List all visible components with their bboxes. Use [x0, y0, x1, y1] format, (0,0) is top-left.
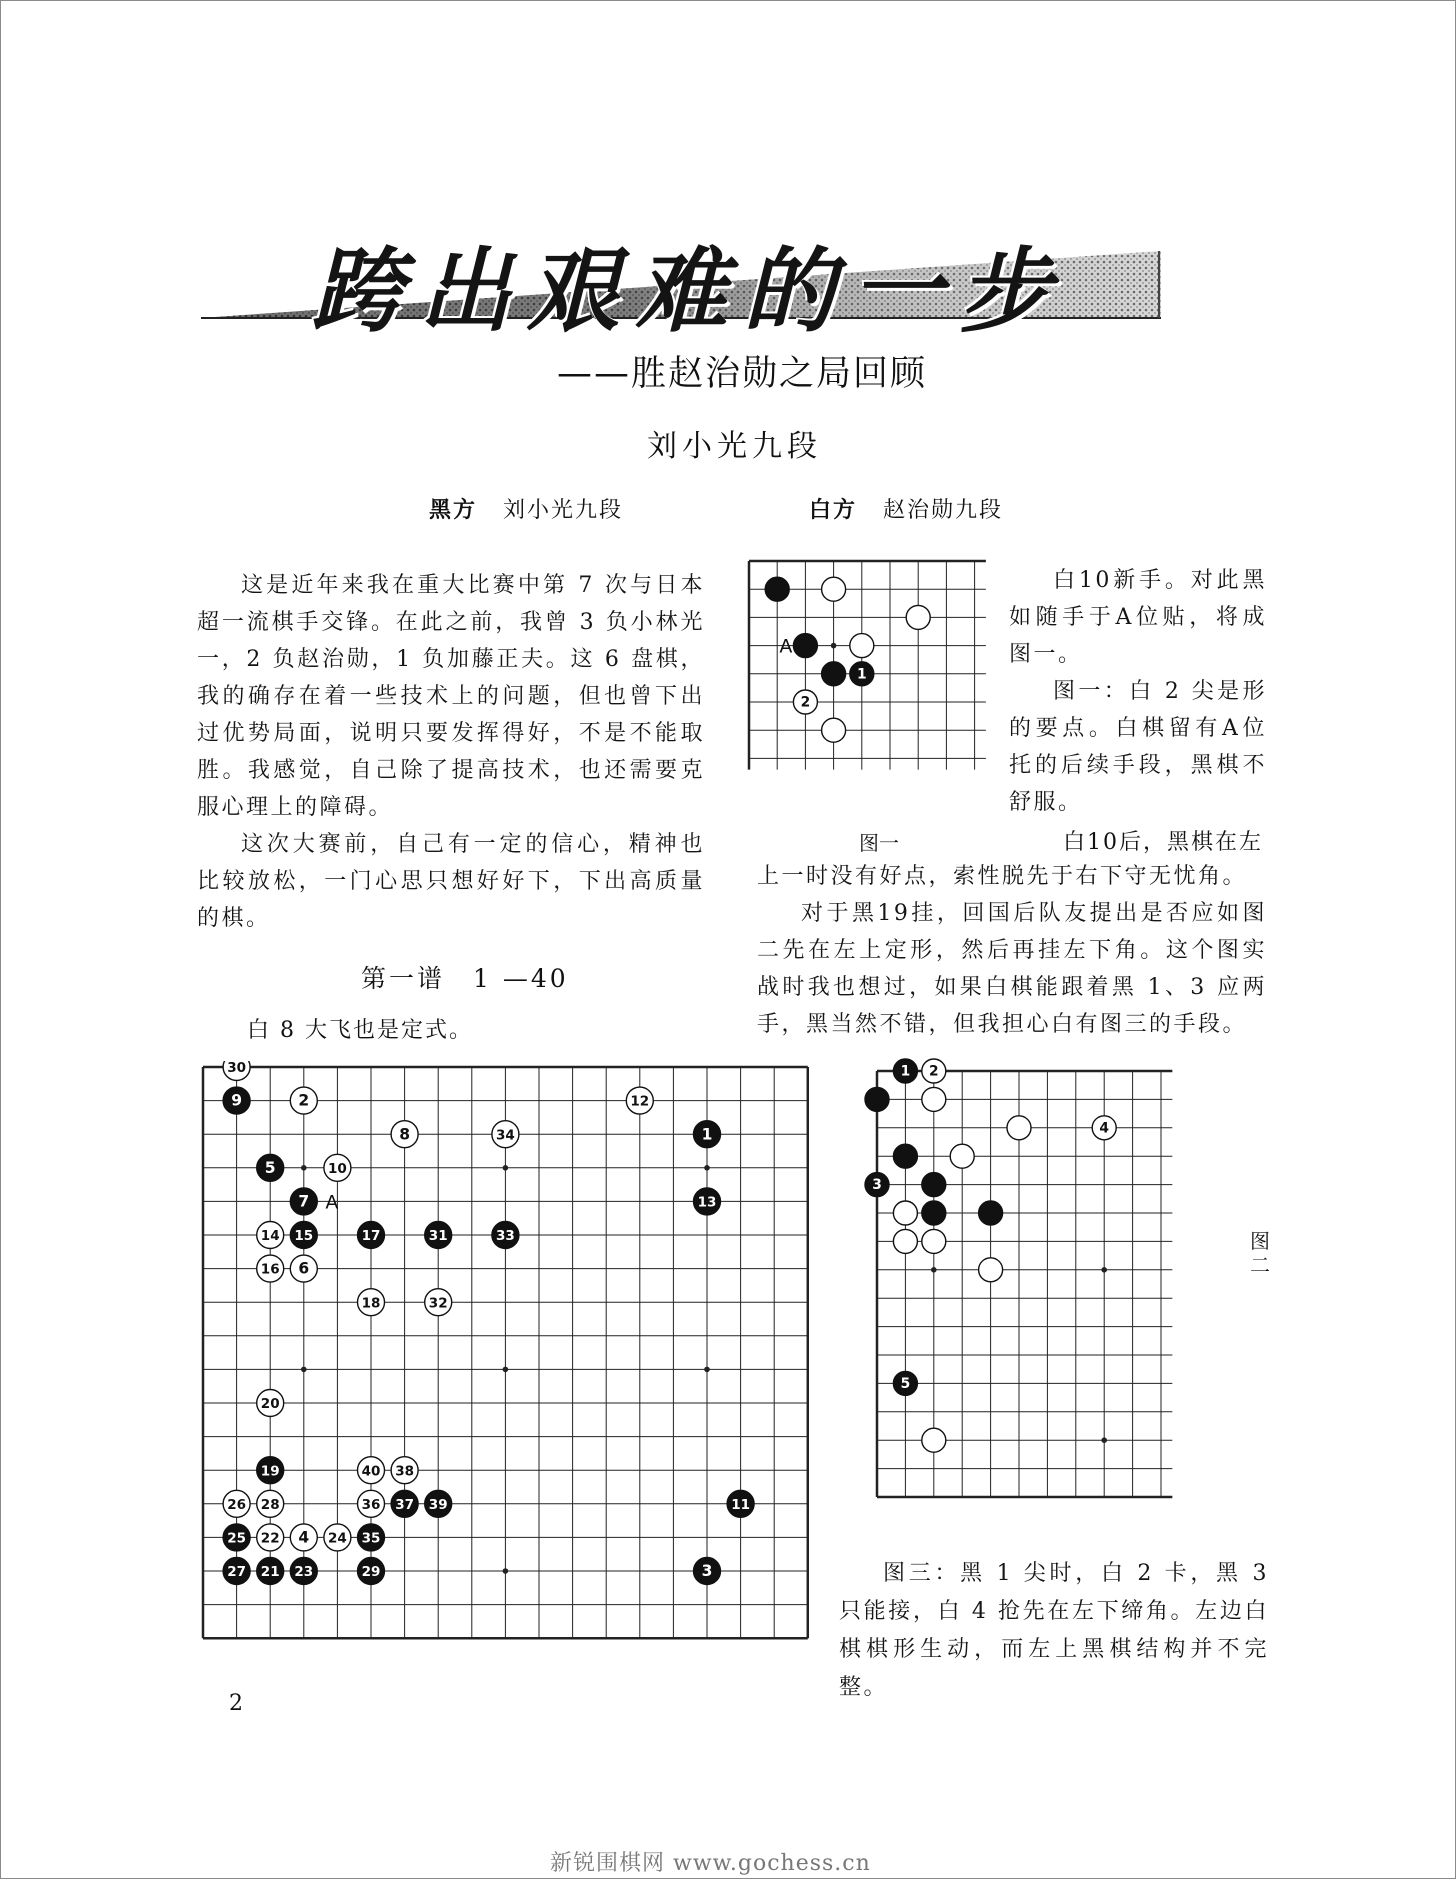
white-stone: [893, 1229, 917, 1253]
star-point: [503, 1367, 509, 1373]
white-player: [809, 493, 1003, 524]
star-point: [301, 1367, 307, 1373]
paragraph: 白10新手。对此黑如随手于A位贴，将成图一。: [1009, 568, 1267, 667]
black-stone: [893, 1144, 917, 1168]
star-point: [704, 1367, 710, 1373]
paragraph: 图三：黑 1 尖时，白 2 卡，黑 3 只能接，白 4 抢先在左下缔角。左边白棋棋形生动，而左上黑棋结构并不完整。: [839, 1561, 1269, 1700]
right-column-text: [757, 858, 1267, 1043]
star-point: [503, 1568, 509, 1574]
white-stone: [979, 1258, 1003, 1282]
move-number: 38: [395, 1463, 414, 1480]
move-number: 30: [227, 1061, 246, 1077]
black-stone: [765, 577, 789, 601]
move-number: 11: [731, 1496, 750, 1513]
black-name: 刘小光九段: [503, 498, 624, 523]
marker-a: A: [779, 635, 793, 658]
star-point: [931, 1267, 937, 1273]
paragraph: 图一：白 2 尖是形的要点。白棋留有A位托的后续手段，黑棋不舒服。: [1009, 679, 1267, 815]
move-number: 2: [298, 1091, 310, 1110]
move-number: 10: [328, 1160, 347, 1177]
article-subtitle: ——胜赵治勋之局回顾: [557, 354, 928, 394]
white-stone: [822, 718, 846, 742]
move-number: 1: [856, 666, 867, 683]
move-number: 16: [260, 1261, 280, 1278]
move-number: 35: [361, 1530, 381, 1547]
move-number: 4: [1099, 1120, 1110, 1137]
star-point: [503, 1165, 509, 1171]
white-stone: [822, 577, 846, 601]
white-stone: [850, 634, 874, 658]
black-stone: [979, 1201, 1003, 1225]
move-number: 14: [260, 1228, 280, 1245]
article-author: 刘小光九段: [647, 429, 822, 464]
black-stone: [793, 634, 817, 658]
star-point: [301, 1165, 307, 1171]
title-banner: [196, 206, 1161, 345]
black-label: 黑方: [429, 498, 478, 523]
move-number: 26: [227, 1496, 246, 1513]
move-number: 3: [701, 1562, 713, 1581]
black-stone: [822, 662, 846, 686]
move-number: 37: [395, 1496, 414, 1513]
page-number: 2: [229, 1691, 243, 1716]
black-stone: [922, 1201, 946, 1225]
move-number: 20: [260, 1396, 280, 1413]
move-number: 7: [298, 1192, 310, 1211]
site-footer: 新锐围棋网 www.gochess.cn: [550, 1851, 871, 1876]
paragraph: 这次大赛前，自己有一定的信心，精神也比较放松，一门心思只想好好下，下出高质量的棋。: [197, 832, 705, 931]
move-number: 2: [928, 1063, 939, 1080]
move-number: 5: [900, 1375, 911, 1392]
paragraph: 这是近年来我在重大比赛中第 7 次与日本超一流棋手交锋。在此之前，我曾 3 负小林光一，2 负赵治勋，1 负加藤正夫。这 6 盘棋，我的确存在着一些技术上的问题，但也曾下出过优势局面，说明只要发挥得好，不是不能取胜。我感觉，自己除了提高技术，也还需要克服心理上的障碍。: [197, 573, 705, 820]
move-number: 28: [260, 1496, 280, 1513]
move-number: 25: [227, 1530, 246, 1547]
left-column-text: [197, 567, 705, 937]
move-number: 31: [428, 1228, 448, 1245]
move-number: 1: [900, 1063, 911, 1080]
black-player: [429, 493, 623, 524]
move-number: 3: [872, 1177, 882, 1194]
star-point: [1101, 1267, 1107, 1273]
figure1-board: [741, 553, 991, 801]
white-stone: [906, 605, 930, 629]
move-number: 9: [231, 1091, 242, 1110]
move-number: 24: [328, 1530, 347, 1547]
black-stone: [865, 1087, 889, 1111]
paragraph: 上一时没有好点，索性脱先于右下守无忧角。: [757, 864, 1248, 889]
star-point: [1101, 1437, 1107, 1443]
move-number: 1: [701, 1125, 713, 1144]
move-number: 23: [294, 1564, 314, 1581]
move-number: 40: [361, 1463, 381, 1480]
star-point: [704, 1165, 710, 1171]
move-number: 2: [800, 694, 811, 711]
section-note: 白 8 大飞也是定式。: [247, 1018, 473, 1043]
black-stone: [922, 1173, 946, 1197]
move-number: 5: [264, 1158, 276, 1177]
figure2-caption: 图二: [1250, 1229, 1270, 1277]
move-number: 13: [697, 1194, 717, 1211]
section-heading: 第一谱 1 —40: [361, 964, 569, 993]
white-stone: [1007, 1116, 1031, 1140]
move-number: 8: [399, 1125, 410, 1144]
move-number: 34: [496, 1127, 515, 1144]
figure1-side-text: [1009, 562, 1267, 821]
paragraph: 对于黑19挂，回国后队友提出是否应如图二先在左上定形，然后再挂左下角。这个图实战时我也想过，如果白棋能跟着黑 1、3 应两手，黑当然不错，但我担心白有图三的手段。: [757, 901, 1267, 1037]
move-number: 15: [294, 1228, 314, 1245]
figure3-board: [847, 1041, 1207, 1551]
move-number: 6: [298, 1259, 310, 1278]
move-number: 21: [260, 1564, 280, 1581]
white-label: 白方: [809, 498, 858, 523]
marker-a: A: [325, 1191, 339, 1214]
white-stone: [950, 1144, 974, 1168]
move-number: 33: [496, 1228, 515, 1245]
move-number: 4: [298, 1528, 310, 1547]
move-number: 36: [361, 1496, 381, 1513]
figure3-text: [839, 1555, 1269, 1707]
white-name: 赵治勋九段: [883, 498, 1004, 523]
move-number: 18: [361, 1295, 381, 1312]
paragraph-start: 白10后，黑棋在左: [1063, 830, 1263, 855]
move-number: 27: [227, 1564, 246, 1581]
move-number: 12: [630, 1093, 650, 1110]
figure1-caption: 图一: [859, 831, 899, 855]
white-stone: [922, 1229, 946, 1253]
move-number: 32: [428, 1295, 448, 1312]
star-point: [831, 643, 837, 649]
move-number: 22: [260, 1530, 280, 1547]
white-stone: [922, 1087, 946, 1111]
main-board: [197, 1061, 809, 1675]
move-number: 17: [361, 1228, 381, 1245]
white-stone: [922, 1428, 946, 1452]
move-number: 19: [260, 1463, 280, 1480]
article-title: 跨出艰难的一步: [311, 237, 1068, 345]
move-number: 39: [428, 1496, 448, 1513]
white-stone: [893, 1201, 917, 1225]
move-number: 29: [361, 1564, 381, 1581]
